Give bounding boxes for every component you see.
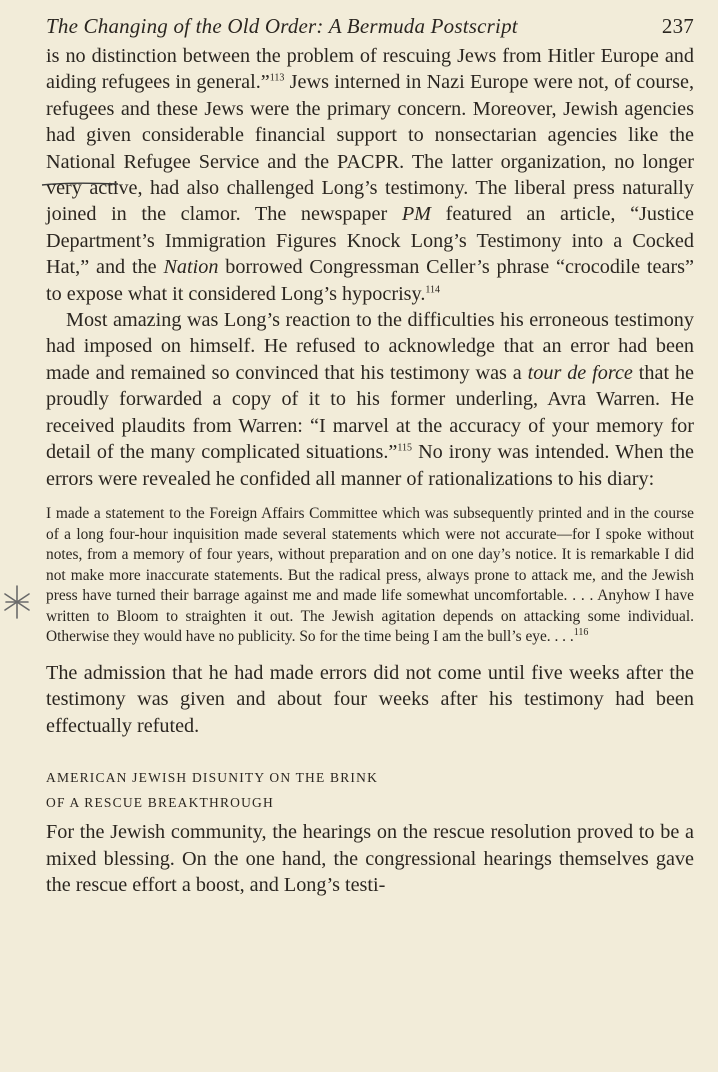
section-heading-line-2: OF A RESCUE BREAKTHROUGH [46,795,274,811]
footnote-ref-114[interactable]: 114 [425,283,441,295]
p2-text-c: No irony was intended. When the errors were revealed he confided all manner of rationalizations to his diary: [46,441,694,490]
running-head [46,14,694,39]
p1-text-a: is no distinction between the problem of rescuing Jews from Hitler Europe and aiding refugees in general.” [46,45,694,94]
tour-de-force-phrase: tour de force [527,361,633,384]
pencil-asterisk-icon [2,582,32,622]
section-heading-line-1: AMERICAN JEWISH DISUNITY ON THE BRINK [46,770,379,786]
p1-text-b: Jews interned in Nazi Europe were not, of course, refugees and these Jews were the primary concern. Moreover, Jewish agencies had given considerable financial support to nonsectarian agencies like the National Refugee Service and the PACPR. The latter organization, no longer very active, had also challenged Long’s testimony. The liberal press naturally joined in the clamor. The newspaper [46,71,694,226]
quote-text: I made a statement to the Foreign Affairs Committee which was subsequently printed and in the course of a long four-hour inquisition made several statements which were not accurate—for I spoke without notes, from a memory of four years, without preparation and on one day’s notice. It is remarkable I did not make more inaccurate statements. But the radical press, always prone to attack me, and the Jewish press have turned their barrage against me and made life somewhat uncomfortable. . . . Anyhow I have written to Bloom to straighten it out. The Jewish agitation depends on attacking some individual. Otherwise they would have no publicity. So for the time being I am the bull’s eye. . . . [46,504,694,646]
book-page [46,14,694,899]
section-heading [46,765,694,815]
pm-newspaper-name: PM [401,203,431,226]
paragraph-1 [46,43,694,307]
footnote-ref-113[interactable]: 113 [269,72,285,84]
p1-text-c: featured an article, “Justice Department’s Immigration Figures Knock Long’s Testimony into a Cocked Hat,” and the [46,203,694,279]
p1-text-d: borrowed Congressman Celler’s phrase “crocodile tears” to expose what it considered Long’s hypocrisy. [46,256,694,305]
p2-text-b: that he proudly forwarded a copy of it to his former underling, Avra Warren. He received plaudits from Warren: “I marvel at the accuracy of your memory for detail of the many complicated situations.” [46,361,695,464]
p2-text-a: Most amazing was Long’s reaction to the difficulties his erroneous testimony had imposed on himself. He refused to acknowledge that an error had been made and remained so convinced that his testimony was a [46,309,694,384]
chapter-title: The Changing of the Old Order: A Bermuda Postscript [46,14,518,38]
footnote-ref-116[interactable]: 116 [573,627,589,639]
pencil-underline-mark [40,181,120,187]
footnote-ref-115[interactable]: 115 [397,442,413,454]
paragraph-3: The admission that he had made errors did not come until five weeks after the testimony was given and about four weeks after his testimony had been effectually refuted. [46,662,694,737]
paragraph-2 [46,307,694,492]
block-quote [46,504,694,648]
paragraph-4: For the Jewish community, the hearings on the rescue resolution proved to be a mixed blessing. On the one hand, the congressional hearings themselves gave the rescue effort a boost, and Long’s testi- [46,821,694,897]
nation-magazine-name: Nation [163,256,219,279]
page-number: 237 [661,14,694,38]
